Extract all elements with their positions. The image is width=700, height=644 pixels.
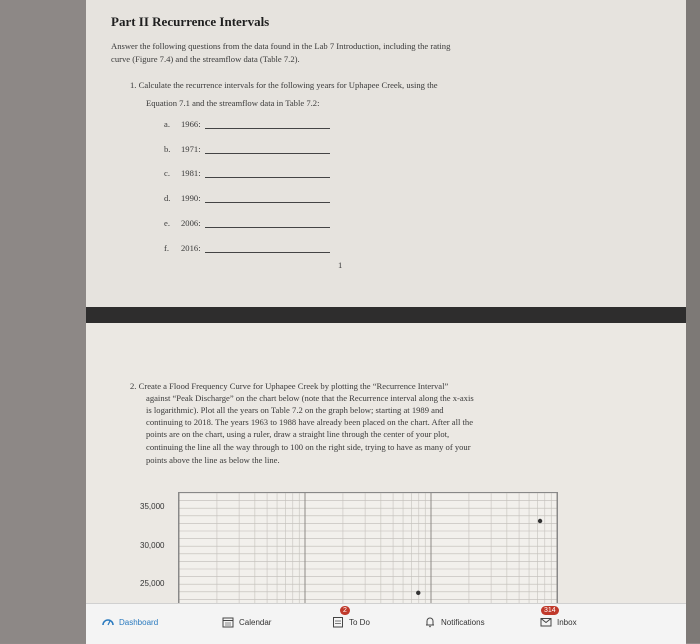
q1-item-label: d. <box>164 193 171 203</box>
background-right <box>686 0 700 643</box>
nav-inbox-label: Inbox <box>557 617 577 627</box>
nav-todo[interactable] <box>332 616 370 628</box>
q2-line-6: continuing the line all the way through to 100 on the right side, trying to have as many of your <box>146 442 471 452</box>
inbox-badge: 314 <box>541 606 559 615</box>
page-divider <box>86 307 686 323</box>
todo-icon <box>332 616 344 628</box>
flood-frequency-chart <box>178 492 558 606</box>
y-tick-label: 25,000 <box>140 579 165 588</box>
q1-line-1: 1. Calculate the recurrence intervals for the following years for Uphapee Creek, using the <box>130 80 438 90</box>
q1-item-label: c. <box>164 168 170 178</box>
bell-icon <box>424 616 436 628</box>
q1-item-label: a. <box>164 119 170 129</box>
data-point <box>416 591 420 595</box>
background-left <box>0 0 86 643</box>
nav-calendar-label: Calendar <box>239 617 272 627</box>
page-number: 1 <box>338 260 343 270</box>
intro-line-1: Answer the following questions from the data found in the Lab 7 Introduction, including the rating <box>111 41 451 51</box>
inbox-icon <box>540 616 552 628</box>
nav-dashboard[interactable] <box>102 616 158 628</box>
q1-item-year: 2006: <box>181 218 201 228</box>
nav-notifications-label: Notifications <box>441 617 485 627</box>
q2-line-5: points are on the chart, using a ruler, draw a straight line through the center of your plot, <box>146 429 450 439</box>
nav-calendar[interactable] <box>222 616 271 628</box>
y-tick-label: 35,000 <box>140 502 165 511</box>
q2-line-2: against “Peak Discharge” on the chart below (note that the Recurrence interval along the x-axis <box>146 393 474 403</box>
calendar-icon <box>222 616 234 628</box>
q1-line-2: Equation 7.1 and the streamflow data in Table 7.2: <box>146 98 320 108</box>
q1-item-year: 1990: <box>181 193 201 203</box>
data-point <box>538 519 542 523</box>
answer-line <box>205 252 330 253</box>
nav-dashboard-label: Dashboard <box>119 617 159 627</box>
q1-item-label: b. <box>164 144 171 154</box>
q2-line-1: 2. Create a Flood Frequency Curve for Uphapee Creek by plotting the “Recurrence Interval” <box>130 381 449 391</box>
answer-line <box>205 128 330 129</box>
answer-line <box>205 177 330 178</box>
answer-line <box>205 202 330 203</box>
answer-line <box>205 227 330 228</box>
chart-grid <box>179 493 557 605</box>
answer-line <box>205 153 330 154</box>
y-tick-label: 30,000 <box>140 541 165 550</box>
todo-badge: 2 <box>340 606 350 615</box>
q2-line-4: continuing to 2018. The years 1963 to 1988 have already been placed on the chart. After all the <box>146 417 474 427</box>
q1-item-year: 1981: <box>181 168 201 178</box>
q1-item-year: 1966: <box>181 119 201 129</box>
dashboard-icon <box>102 616 114 628</box>
part-title: Part II Recurrence Intervals <box>111 14 270 29</box>
nav-todo-label: To Do <box>349 617 370 627</box>
q1-item-year: 2016: <box>181 243 201 253</box>
nav-inbox[interactable] <box>540 616 577 628</box>
bottom-navigation-bar <box>86 603 686 644</box>
nav-notifications[interactable] <box>424 616 485 628</box>
q1-item-label: f. <box>164 243 170 253</box>
q1-item-label: e. <box>164 218 170 228</box>
q2-line-7: points above the line as below the line. <box>146 455 280 465</box>
q2-line-3: is logarithmic). Plot all the years on Table 7.2 on the graph below; starting at 1989 and <box>146 405 444 415</box>
q1-item-year: 1971: <box>181 144 201 154</box>
intro-line-2: curve (Figure 7.4) and the streamflow data (Table 7.2). <box>111 54 300 64</box>
